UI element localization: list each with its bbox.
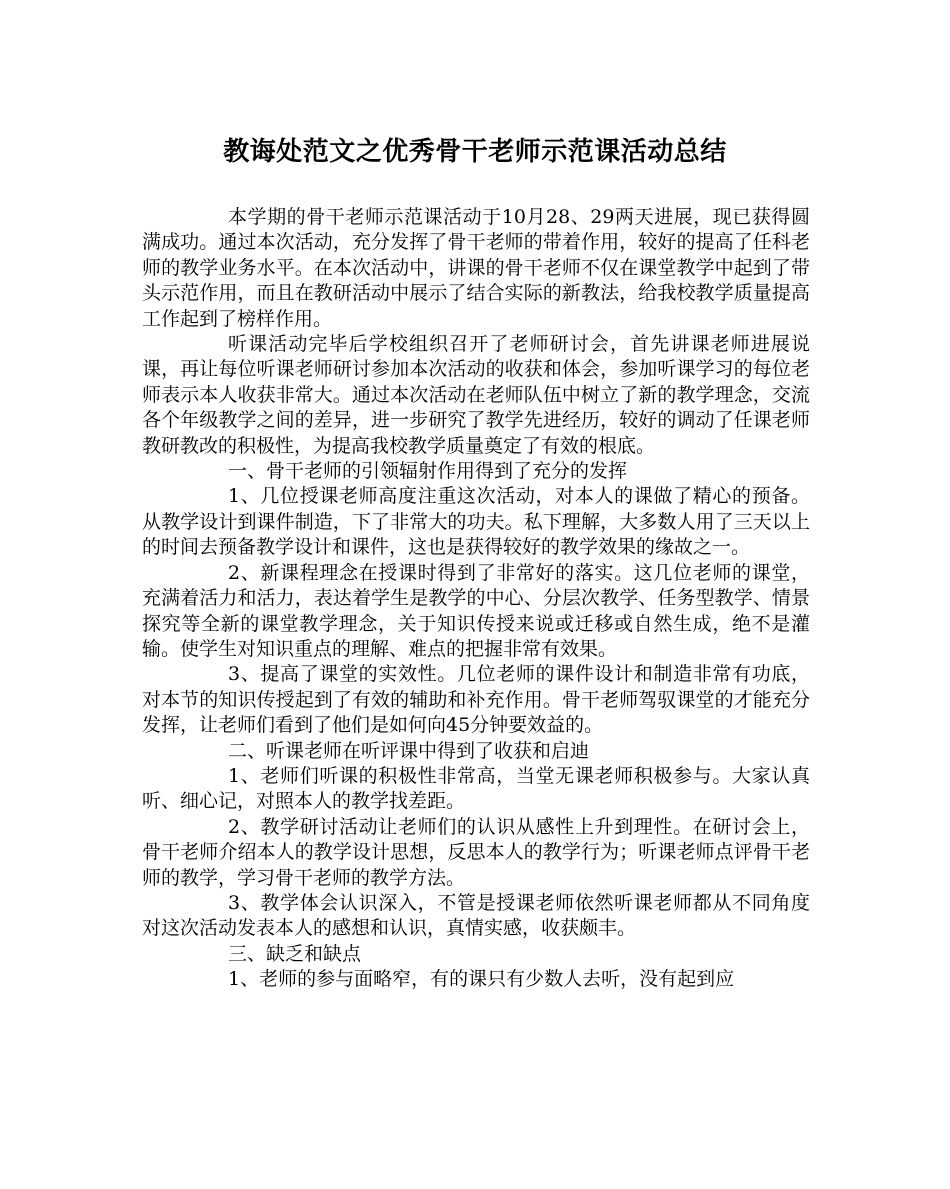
- section-heading-3: 三、缺乏和缺点: [228, 942, 362, 965]
- paragraph-2-3: 3、教学体会认识深入，不管是授课老师依然听课老师都从不同角度对这次活动发表本人的感想和认识，真情实感，收获颇丰。: [142, 891, 810, 940]
- paragraph-2-2: 2、教学研讨活动让老师们的认识从感性上升到理性。在研讨会上，骨干老师介绍本人的教学设计思想，反思本人的教学行为；听课老师点评骨干老师的教学，学习骨干老师的教学方法。: [142, 815, 810, 889]
- document-body: [142, 205, 810, 993]
- paragraph-1-3: 3、提高了课堂的实效性。几位老师的课件设计和制造非常有功底，对本节的知识传授起到了有效的辅助和补充作用。骨干老师驾驭课堂的才能充分发挥，让老师们看到了他们是如何向45分钟要效益的。: [142, 663, 810, 737]
- paragraph-3-1: 1、老师的参与面略窄，有的课只有少数人去听，没有起到应: [228, 968, 735, 991]
- document-title: 教诲处范文之优秀骨干老师示范课活动总结: [223, 137, 727, 167]
- section-heading-1: 一、骨干老师的引领辐射作用得到了充分的发挥: [228, 460, 628, 483]
- paragraph-intro: 本学期的骨干老师示范课活动于10月28、29两天进展，现已获得圆满成功。通过本次活动，充分发挥了骨干老师的带着作用，较好的提高了任科老师的教学业务水平。在本次活动中，讲课的骨干老师不仅在课堂教学中起到了带头示范作用，而且在教研活动中展示了结合实际的新教法，给我校教学质量提高工作起到了榜样作用。: [142, 206, 810, 330]
- paragraph-seminar: 听课活动完毕后学校组织召开了老师研讨会，首先讲课老师进展说课，再让每位听课老师研讨参加本次活动的收获和体会，参加听课学习的每位老师表示本人收获非常大。通过本次活动在老师队伍中树立了新的教学理念，交流各个年级教学之间的差异，进一步研究了教学先进经历，较好的调动了任课老师教研教改的积极性，为提高我校教学质量奠定了有效的根底。: [142, 333, 810, 457]
- paragraph-2-1: 1、老师们听课的积极性非常高，当堂无课老师积极参与。大家认真听、细心记，对照本人的教学找差距。: [142, 764, 810, 813]
- paragraph-1-2: 2、新课程理念在授课时得到了非常好的落实。这几位老师的课堂，充满着活力和活力，表达着学生是教学的中心、分层次教学、任务型教学、情景探究等全新的课堂教学理念，关于知识传授来说或迁移或自然生成，绝不是灌输。使学生对知识重点的理解、难点的把握非常有效果。: [142, 561, 810, 660]
- paragraph-1-1: 1、几位授课老师高度注重这次活动，对本人的课做了精心的预备。从教学设计到课件制造，下了非常大的功夫。私下理解，大多数人用了三天以上的时间去预备教学设计和课件，这也是获得较好的教学效果的缘故之一。: [142, 485, 810, 559]
- section-heading-2: 二、听课老师在听评课中得到了收获和启迪: [228, 739, 590, 762]
